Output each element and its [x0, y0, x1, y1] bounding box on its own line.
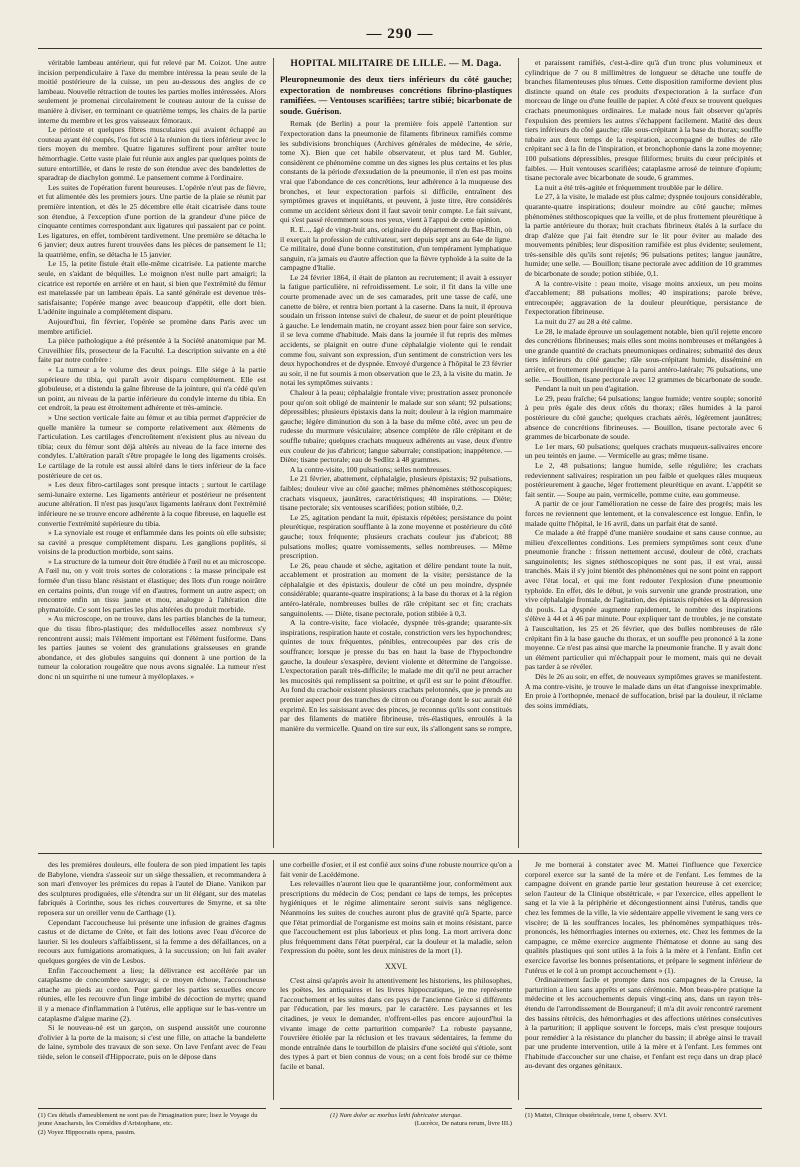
- column-divider: [518, 58, 519, 848]
- footnote: (1) Nam dolor ac morbus lethi fabricator uterque.: [330, 1112, 462, 1119]
- paragraph: Remak (de Berlin) a pour la première fois appelé l'attention sur l'expectoration dans la pneumonie de filaments fibrineux ramifiés comme les subdivisions bronchiques (Archives générales de médecine, 4e série, tome X). Bien que cet habile observateur, et plus tard M. Gubler, considèrent ce phénomène comme un des signes les plus certains et les plus constants de la période d'exsudation de la pneumonie, il n'en est pas moins vrai que l'abondance de ces concrétions, leur adhérence à la muqueuse des bronches, et leur expectoration parfois si difficile, entraînent des symptômes graves et inquiétants, et peuvent, à juste titre, être considérés comme un accident sérieux dont il faut savoir tenir compte. Le fait suivant, qui s'est passé récemment sous nos yeux, vient à l'appui de cette opinion.: [280, 119, 512, 225]
- column-top-left: [38, 58, 266, 848]
- column-top-right: [525, 58, 762, 848]
- paragraph: Pendant la nuit un peu d'agitation.: [535, 384, 639, 394]
- paragraph: A la contre-visite, face violacée, dyspnée très-grande; quarante-six inspirations, respiration haute et costale, constriction vers les hypochondres; quintes de toux fréquentes, pénibles, entrecoupées par des cris de souffrance; lorsque je presse du bas en haut la base de l'hypochondre gauche, la douleur s'exaspère, devient violente et détermine de l'angoisse. L'expectoration paraît très-difficile; le malade me dit qu'il ne peut arracher les mucosités qui remplissent sa poitrine, et qu'il est sur le point d'étouffer. Au fond du crachoir existent plusieurs crachats pelotonnés, que je prends au premier aspect pour des tranches de citron ou d'orange dont le suc aurait été exprimé. En les saisissant avec des pinces, je reconnus qu'ils sont constitués par des filaments de matière fibrineuse, très-élastiques, enroulés à la manière du vermicelle. Quand on tire sur eux, ils s'allongent sans se rompre,: [280, 618, 512, 733]
- paragraph: Dès le 26 au soir, en effet, de nouveaux symptômes graves se manifestent. A ma contre-visite, je trouve le malade dans un état d'angoisse inexprimable. En proie à l'orthopnée, menacé de suffocation, brisé par la douleur, il réclame des soins immédiats,: [525, 672, 762, 710]
- paragraph: Les relevailles n'auront lieu que le quarantième jour, conformément aux prescriptions du médecin de Cos; pendant ce laps de temps, les préceptes hygiéniques et le régime alimentaire seront suivis sans négligence. Néanmoins les suites de couches auront plus de gravité qu'à Sparte, parce que l'état primordial de l'organisme est moins sain et moins résistant, parce que l'accouchement est plus laborieux et plus long. La mort arrivera donc plus fréquemment dans l'état puerpéral, car la douleur et la maladie, selon l'expression du poëte, sont les deux ministres de la mort (1).: [280, 879, 512, 956]
- footnote: (1) Ces détails d'ameublement ne sont pas de l'imagination pure; lisez le Voyage du jeune Anacharsis, les Comédies d'Aristophane, etc.: [38, 1112, 258, 1128]
- paragraph: R. E..., âgé de vingt-huit ans, originaire du département du Bas-Rhin, où il exerçait la profession de cultivateur, sert depuis sept ans au 64e de ligne. Ce militaire, doué d'une bonne constitution, d'un tempérament lymphatique sanguin, n'a jamais eu d'autre affection que la fièvre typhoïde à la suite de la campagne d'Italie.: [280, 224, 512, 273]
- paragraph: Enfin l'accouchement a lieu; la délivrance est accélérée par un cataplasme de concombre sauvage; si ce moyen échoue, l'accoucheuse attache au pieds au cordon. Pour garder les parties sexuelles encore réunies, elle les recouvre d'un linge imbibé de décoction de myrte; quand il y a menace d'inflammation à l'utérus, elle applique sur le bas-ventre un cataplasme d'algue marine (2).: [38, 965, 266, 1023]
- paragraph: La pièce pathologique a été présentée à la Société anatomique par M. Cruveilhier fils, prosecteur de la Faculté. La description suivante en a été faite par notre confrère :: [38, 336, 266, 365]
- column-bottom-left: [38, 860, 266, 1100]
- footnotes-middle: [280, 1108, 512, 1129]
- footnotes-right: [525, 1108, 762, 1120]
- paragraph: A partir de ce jour l'amélioration ne cesse de faire des progrès; mais les forces ne reviennent que lentement, et la convalescence est longue. Enfin, le malade quitte l'hôpital, le 16 avril, dans un parfait état de santé.: [525, 499, 762, 528]
- paragraph: La nuit a été très-agitée et fréquemment troublée par le délire.: [535, 182, 723, 192]
- footnote-source: (Lucrèce, De natura rerum, livre III.): [414, 1120, 512, 1128]
- column-divider: [518, 860, 519, 1100]
- paragraph: Le 15, la petite fistule était elle-même cicatrisée. La patiente marche seule, en s'aidant de béquilles. Le moignon n'est nulle part amaigri; la cicatrice est reportée en arrière et en haut, si bien que l'extrémité du fémur est matelassée par un lambeau épais. La santé générale est devenue très-satisfaisante; l'opérée mange avec beaucoup d'appétit, elle dort bien. L'adénite inguinale a complétement disparu.: [38, 259, 266, 317]
- paragraph: Le 29, peau fraîche; 64 pulsations; langue humide; ventre souple; sonorité à peu près égale des deux côtés du thorax; râles humides à la paroi postérieure du côté gauche; quelques crachats aérés, légèrement jaunâtres; absence de concrétions fibrineuses. — Bouillon, tisane pectorale avec 6 grammes de bicarbonate de soude.: [525, 393, 762, 442]
- paragraph: Ce malade a été frappé d'une manière soudaine et sans cause connue, au milieu d'excellentes conditions. Les premiers symptômes sont ceux d'une pneumonie franche : frisson nettement accusé, douleur de côté, crachats sanguinolents; les signes stéthoscopiques ne sont pas, il est vrai, aussi tranchés. Mais il s'y joint bientôt des phénomènes qui ne sont point en rapport avec l'état local, et qui me font redouter l'explosion d'une pneumonie typhoïde. En effet, dès le début, je vois survenir une grande prostration, une vive céphalalgie frontale, de l'agitation, des épistaxis répétées et la dépression du pouls. La dyspnée augmente rapidement, le nombre des inspirations s'élève à 44 et à 46 par minute. Pour expliquer tant de troubles, je ne constate à l'auscultation, les 25 et 26 février, que des bulles nombreuses de râle crépitant fin à la base gauche du thorax, et un souffle peu prononcé à la zone moyenne. Ce n'est pas ainsi que marche la pneumonie franche. Il y avait donc un élément particulier qui m'échappait pour le moment, mais qui ne devait pas tarder à se révéler.: [525, 528, 762, 672]
- paragraph: Si le nouveau-né est un garçon, on suspend aussitôt une couronne d'olivier à la porte de la maison; si c'est une fille, on attache la bandelette de laine, symbole des travaux de son sexe. On lave l'enfant avec de l'eau tiède, selon le conseil d'Hippocrate, puis on le dépose dans: [38, 1023, 266, 1061]
- column-divider: [273, 58, 274, 848]
- section-number: XXVI.: [385, 961, 407, 971]
- article-subtitle: Pleuropneumonie des deux tiers inférieurs du côté gauche; expectoration de nombreuses concrétions fibrino-plastiques ramifiées. — Ventouses scarifiées; tartre stibié; bicarbonate de soude. Guérison.: [280, 74, 512, 116]
- column-top-middle: [280, 58, 512, 848]
- header-rule: [38, 48, 762, 49]
- paragraph: » La structure de la tumeur doit être étudiée à l'œil nu et au microscope. A l'œil nu, on y voit trois sortes de colorations : la masse principale est formée d'un tissu blanc résistant et élastique; des îlots d'un rouge noirâtre en certains points, d'un rouge vif en d'autres, forment un autre aspect; on rencontre enfin un tissu jaune et mou, analogue à l'altération dite phymatoïde. Ce sont les parties les plus altérées du produit morbide.: [38, 556, 266, 614]
- paragraph: A la contre-visite : peau moite, visage moins anxieux, un peu moins d'accablement; 88 pulsations molles; 40 inspirations; parole brève, entrecoupée; aggravation de la douleur pleurétique, persistance de l'expectoration fibrineuse.: [525, 278, 762, 317]
- paragraph: Je me bornerai à constater avec M. Mattei l'influence que l'exercice corporel exerce sur la santé de la mère et de l'enfant. Les femmes de la campagne doivent en grande partie leur gestation heureuse à cet exercice; selon l'auteur de la Clinique obstétricale, « par l'exercice, elles appellent le sang et la vie à la périphérie et décongestionnent ainsi l'utérus, tandis que chez les femmes de la ville, la vie sédentaire appelle vivement le sang vers ce viscère; de là les souffrances locales, les phénomènes sympathiques très-prononcés, les hémorrhagies internes ou externes, etc. Chez les femmes de la campagne, ce même exercice augmente l'hématose et donne au sang des qualités plastiques qui sont utiles à la fois à la mère et à l'enfant. Enfin cet exercice favorise les bonnes présentations, et prépare le segment inférieur de l'utérus et le col à un prompt accouchement » (1).: [525, 860, 762, 975]
- paragraph: Le périoste et quelques fibres musculaires qui avaient échappé au couteau ayant été coupés, l'os fut scié à la réunion du tiers inférieur avec le tiers moyen du membre. Quatre ligatures suffirent pour arrêter toute hémorrhagie. Cette vaste plaie fut réunie aux angles par quelques points de suture entortillée, et dans le reste de son étendue avec des bandelettes de sparadrap de diachylon gommé. Le pansement comme à l'ordinaire.: [38, 125, 266, 183]
- paragraph: Ordinairement facile et prompte dans nos campagnes de la Creuse, la parturition a lieu sans apprêts et sans cérémonie. Mon beau-père pratique la médecine et les accouchements depuis vingt-cinq ans, dans un rayon très-étendu de l'arrondissement de Bourganeuf; il m'a dit avoir rencontré rarement des bassins rétrécis, des hémorrhagies et des affections utérines consécutives à la parturition; il applique souvent le forceps, mais c'est presque toujours pour remédier à la résistance du plancher du bassin; il abrège ainsi le travail par une prudente intervention, utile à la mère et à l'enfant. Les femmes ont l'habitude d'accoucher sur une chaise, et l'enfant est reçu dans un drap placé au-devant des organes génitaux.: [525, 975, 762, 1071]
- paragraph: Le 28, le malade éprouve un soulagement notable, bien qu'il rejette encore des concrétions fibrineuses; mais elles sont moins nombreuses et mélangées à une grande quantité de crachats pneumoniques ordinaires; submatité des deux tiers inférieurs du côté gauche; râle sous-crépitant humide, disséminé en arrière, et frottement pleurétique à la paroi antéro-latérale; 76 pulsations, une selle. — Bouillon, tisane pectorale avec 12 grammes de bicarbonate de soude.: [525, 326, 762, 384]
- paragraph: Le 26, peau chaude et sèche, agitation et délire pendant toute la nuit, accablement et prostration au moment de la visite; persistance de la céphalalgie et des épistaxis, douleur de côté un peu moindre, dyspnée considérable; quarante-quatre inspirations; à la base du thorax et à la région antéro-latérale, nombreuses bulles de râle crépitant sec et fin; crachats sanguinolents. — Diète, tisane pectorale, potion stibiée à 0,3.: [280, 560, 512, 618]
- paragraph: La nuit du 27 au 28 a été calme.: [535, 317, 633, 327]
- paragraph: Les suites de l'opération furent heureuses. L'opérée n'eut pas de fièvre, et fut alimentée dès les premiers jours. Une partie de la plaie se réunit par première intention, et dès le 25 décembre elle était cicatrisée dans toute son étendue, à l'exception d'une portion de la grandeur d'une pièce de cinquante centimes correspondant aux ligatures qui passaient par ce point. Les ligatures, en effet, tombèrent tardivement. Une première se détacha le 6 janvier; deux autres furent trouvées dans les pièces de pansement le 11; la quatrième, enfin, se détacha le 15 janvier.: [38, 182, 266, 259]
- paragraph: » Au microscope, on ne trouve, dans les parties blanches de la tumeur, que du tissu fibro-plastique; des médullocelles assez nombreux s'y rencontrent aussi; mais l'élément important est l'élément fusiforme. Dans les parties jaunes se voient des granulations graisseuses en grande abondance, et des globules sanguins qui donnent à une portion de la tumeur la coloration rougeâtre que nous avons signalée. La tumeur n'est donc ni un squirrhe ni une tumeur à myéloplaxes. »: [38, 614, 266, 681]
- paragraph: Chaleur à la peau; céphalalgie frontale vive; prostration assez prononcée pour qu'on soit obligé de maintenir le malade sur son séant; 92 pulsations; dépressibles; plusieurs épistaxis dans la nuit; douleur à la région mammaire gauche; légère diminution du son à la base du même côté, avec un peu de rudesse du murmure vésiculaire; absence complète de râle crépitant et de souffle tubaire; quelques crachats muqueux adhérents au vase, deux d'entre eux couleur de jus d'abricot; langue saburrale; constipation; inappétence. — Diète; tisane pectorale; eau de Sedlitz à 48 grammes.: [280, 388, 512, 465]
- section-rule: [38, 853, 762, 854]
- column-divider: [273, 860, 274, 1100]
- paragraph: » Les deux fibro-cartilages sont presque intacts ; surtout le cartilage semi-lunaire externe. Les ligaments antérieur et postérieur ne présentent aucune altération. Il n'est pas jusqu'aux ligaments latéraux dont l'extrémité inférieure ne se trouve encore adhérente à la coque fibreuse, en laquelle est convertie l'extrémité supérieure du tibia.: [38, 480, 266, 528]
- paragraph: Aujourd'hui, fin février, l'opérée se promène dans Paris avec un membre artificiel.: [38, 317, 266, 336]
- paragraph: Le 24 février 1864, il était de planton au recrutement; il avait à essuyer la fatigue particulière, ni refroidissement. Le soir, il fit dans la ville une courte promenade avec un de ses camarades, prit une tasse de café, une canette de bière, et rentra bien portant à la caserne. Dans la nuit, il éprouva soudain un frisson intense suivi de chaleur, de sueur et de point pleurétique à gauche. Le lendemain matin, ne croyant assez bien pour faire son service, il se leva comme d'habitude. Mais dans la journée il fut repris des mêmes accidents, se plaignit en outre d'une céphalalgie violente qui le rendait comme fou, suivant son expression, d'un sentiment de constriction vers les deux hypochondres et de dyspnée. Envoyé d'urgence à l'hôpital le 23 février au soir, il ne fut soumis à mon observation que le 23, à la visite du matin. Je notai les symptômes suivants :: [280, 272, 512, 388]
- footnotes-left: [38, 1108, 266, 1137]
- paragraph: Le 27, à la visite, le malade est plus calme; dyspnée toujours considérable, quarante-quatre inspirations; douleur moindre au côté gauche; mêmes phénomènes stéthoscopiques que la veille, et de plus frottement pleurétique à la partie antérieure du thorax; huit crachats fibrineux étalés à la surface du drap d'alèze que j'ai fait étendre sur le lit pour éviter au malade des mouvements pénibles; leur disposition ramifiée est plus évidente; seulement, très-sensible dès qu'ils sont rejetés; 96 pulsations petites; langue jaunâtre, humide; une selle. — Bouillon; tisane pectorale avec addition de 10 grammes de bicarbonate de soude; potion stibiée, 0,1.: [525, 192, 762, 279]
- page-number: — 290 —: [366, 26, 434, 42]
- paragraph: Cependant l'accoucheuse lui présente une infusion de graines d'agnus castus et de dictame de Crète, et fait des lotions avec l'eau d'écorce de laurier. Si les douleurs s'affaiblissent, si la femme a des défaillances, on a recours aux fumigations aromatiques, à la succussion; on lui fait avaler quelques gorgées de vin de Lesbos.: [38, 917, 266, 965]
- paragraph: » La synoviale est rouge et enflammée dans les points où elle subsiste; sa cavité a presque complétement disparu. Les ganglions poplités, si voisins de la production morbide, sont sains.: [38, 528, 266, 557]
- footnote: (1) Mattei, Clinique obstétricale, tome I, observ. XVI.: [525, 1112, 668, 1119]
- paragraph: Le 1er mars, 60 pulsations; quelques crachats muqueux-salivaires encore un peu teintés en jaune. — Vermicelle au gras; même tisane.: [525, 441, 762, 461]
- paragraph: Le 25, agitation pendant la nuit, épistaxis répétées; persistance du point pleurétique, respiration soufflante à la zone moyenne et postérieure du côté gauche; toux fréquente; plusieurs crachats couleur jus d'abricot; 88 pulsations molles; quatre vomissements, selles nombreuses. — Même prescription.: [280, 512, 512, 561]
- column-bottom-middle: [280, 860, 512, 1100]
- footnote: (2) Voyez Hippocratis opera, passim.: [38, 1128, 136, 1136]
- paragraph: A la contre-visite, 100 pulsations; selles nombreuses.: [290, 464, 452, 474]
- paragraph: des les premières douleurs, elle foulera de son pied impatient les tapis de Babylone, viendra s'asseoir sur un siége thessalien, et recommandera à son mari d'envoyer les prémices du repas à l'autel de Diane. Vanikon par des sculptures prodiguées, elle s'étendra sur un lit élégant, sur des matelas fabriqués à Corinthe, sous les riches couvertures de Smyrne, et sa tête reposera sur un oreiller venu de Carthage (1).: [38, 860, 266, 917]
- paragraph: » Une section verticale faite au fémur et au tibia permet d'apprécier de quelle manière la tumeur se comporte relativement aux éléments de l'articulation. Les cartilages d'encroûtement n'existent plus au niveau du tibia; ceux du fémur sont déjà altérés au niveau de la face interne des condyles. L'altération paraît s'être propagée le long des ligaments croisés. Le cartilage de la rotule est aussi altéré dans le tiers inférieur de la face postérieure de cet os.: [38, 412, 266, 480]
- article-title: HOPITAL MILITAIRE DE LILLE. — M. Daga.: [290, 58, 502, 69]
- paragraph: véritable lambeau antérieur, qui fut relevé par M. Coizot. Une autre incision perpendiculaire à l'axe du membre intéressa la peau seule de la moitié postérieure de la cuisse, un peu au-dessous des angles de ce lambeau. Nouvelle rétraction de toutes les parties molles intéressées. Alors seulement je promenai circulairement le couteau autour de la cuisse de manière à diviser, en terminant ce quatrième temps, les chairs de la partie interne du membre et les gros vaisseaux fémoraux.: [38, 58, 266, 125]
- paragraph: et paraissent ramifiés, c'est-à-dire qu'à d'un tronc plus volumineux et cylindrique de 7 ou 8 millimètres de longueur se détache une touffe de branches filamenteuses plus ténues. Cette disposition ramiforme devient plus distincte quand on étale ces produits d'expectoration à la surface d'un morceau de linge ou d'une feuille de papier. A côté d'eux se trouvent quelques crachats pneumoniques ordinaires. Le malade nous fait observer qu'après l'expulsion des premiers les autres s'échappent facilement. Matité des deux tiers inférieurs du côté gauche; râle sous-crépitant à la base du thorax; souffle tubaire aux deux temps de la respiration, accompagné de bulles de râle crépitant sec à la fin de l'inspiration, et bronchophonie dans la zone moyenne; 100 pulsations dépressibles, presque filiformes; bruits du cœur précipités et faibles. — Huit ventouses scarifiées; cataplasme arrosé de teinture d'opium; tisane pectorale avec bicarbonate de soude, 6 grammes.: [525, 58, 762, 183]
- paragraph: « La tumeur a le volume des deux poings. Elle siége à la partie supérieure du tibia, qui paraît avoir disparu complétement. Elle est globuleuse, et a distendu la gaîne fibreuse de la jointure, qui n'a cédé qu'en un point, au niveau de la partie inférieure du condyle interne du tibia. En cet endroit, la peau est étroitement adhérente et très-amincie.: [38, 365, 266, 413]
- paragraph: Le 2, 48 pulsations; langue humide, selle régulière; les crachats redeviennent salivaires; respiration un peu faible et quelques râles muqueux postérieurement à gauche, léger frottement pleurétique en avant. L'appétit se fait sentir. — Soupe au pain, vermicelle, pomme cuite, eau gommeuse.: [525, 460, 762, 499]
- paragraph: C'est ainsi qu'après avoir lu attentivement les historiens, les philosophes, les poëtes, les antiquaires et les livres hippocratiques, je me représente l'accouchement et les suites dans ces pays de l'ancienne Grèce si différents par l'éducation, par les mœurs, par le caractère. Les paysannes et les citadines, je veux le demander, n'offrent-elles pas encore aujourd'hui la vivante image de cette parturition comparée? La robuste paysanne, l'ouvrière étiolée par la réclusion et les travaux sédentaires, la femme du monde entraînée dans le tourbillon de plaisirs d'une société qui s'étiole, sont des types à part et bien connus de vous; on a cent fois brodé sur ce thème facile et banal.: [280, 975, 512, 1071]
- paragraph: Le 21 février, abattement, céphalalgie, plusieurs épistaxis; 92 pulsations, faibles; douleur vive au côté gauche; mêmes phénomènes stéthoscopiques; crachats visqueux, jaunâtres, caractéristiques; 40 inspirations. — Diète; tisane pectorale; six ventouses scarifiées; potion stibiée, 0,2.: [280, 474, 512, 513]
- column-bottom-right: [525, 860, 762, 1100]
- paragraph: une corbeille d'osier, et il est confié aux soins d'une robuste nourrice qu'on a fait venir de Lacédémone.: [280, 860, 512, 879]
